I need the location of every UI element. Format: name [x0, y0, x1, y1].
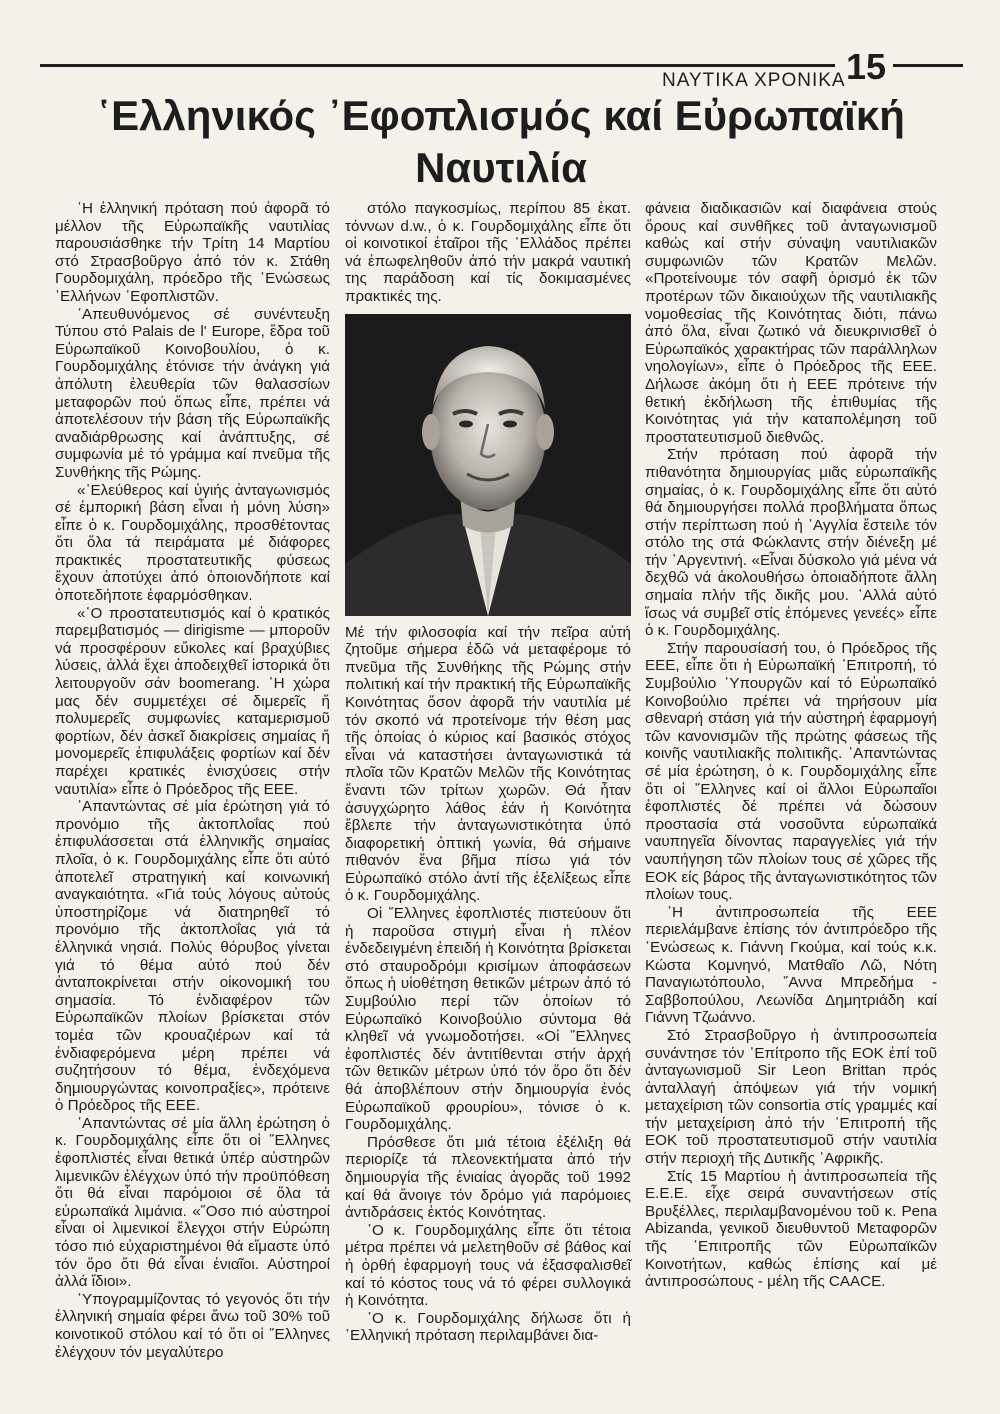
article-title-line1: ῾Ελληνικός ᾿Εφοπλισμός καί Εὐρωπαϊκή: [97, 92, 905, 139]
article-title-line2: Ναυτιλία: [415, 144, 587, 191]
portrait-illustration: [345, 314, 631, 616]
paragraph: Στήν πρόταση πού ἀφορᾶ τήν πιθανότητα δημιουργίας μιᾶς εὐρωπαϊκῆς σημαίας, ὁ κ. Γουρδομιχάλης εἶπε ὅτι αὐτό θά δημιουργήσει πολλά προβλήματα ὅπως στήν περίπτωση πού ἡ ᾿Αγγλία ἔστειλε τόν στόλο της στά Φώκλαντς στήν διένεξη μέ τήν ᾿Αργεντινή. «Εἶναι δύσκολο γιά μένα νά δεχθῶ νά ἀκολουθήσω ὁποιαδήποτε ἄλλη σημαία πλήν τῆς δικῆς μου. ᾿Αλλά αὐτό ἴσως νά συμβεῖ στίς ἑπόμενες γενεές» εἶπε ὁ κ. Γουρδομιχάλης.: [645, 446, 937, 640]
page-number: 15: [845, 46, 887, 87]
header-rule-right: [893, 64, 963, 67]
article-title: [40, 90, 962, 194]
paragraph: Στήν παρουσίασή του, ὁ Πρόεδρος τῆς ΕΕΕ, εἶπε ὅτι ἡ Εὐρωπαϊκή ᾿Επιτροπή, τό Συμβούλιο ῾Υπουργῶν καί τό Εὐρωπαϊκό Κοινοβούλιο πρέπει νά τηρήσουν μία σθεναρή στάση γιά τήν αὐστηρή ἐφαρμογή τῶν κανονισμῶν τῆς πρώτης φάσεως τῆς κοινῆς ναυτιλιακῆς πολιτικῆς. ᾿Απαντώντας σέ μία ἐρώτηση, ὁ κ. Γουρδομιχάλης εἶπε ὅτι οἱ ῞Ελληνες καί οἱ ἄλλοι Εὐρωπαῖοι ἐφοπλιστές δέ πρέπει νά δώσουν προστασία στά νοσοῦντα εὐρωπαϊκά ναυπηγεῖα δίνοντας παραγγελίες γιά τήν ναυπήγηση τῶν πλοίων τους σέ χῶρες τῆς ΕΟΚ είς βάρος τῆς ἀνταγωνιστικότητος τῶν πλοίων τους.: [645, 639, 937, 904]
paragraph: ῾Η ἀντιπροσωπεία τῆς ΕΕΕ περιελάμβανε ἐπίσης τόν ἀντιπρόεδρο τῆς ῾Ενώσεως κ. Γιάννη Γκούμα, καί τούς κ.κ. Κώστα Κομνηνό, Ματθαῖο Λῶ, Νότη Παναγιωτόπουλο, ῎Αννα Μπρεδήμα - Σαββοπούλου, Λεωνίδα Δημητριάδη καί Γιάννη Τζωάννο.: [645, 903, 937, 1027]
paragraph: φάνεια διαδικασιῶν καί διαφάνεια στούς ὅρους καί συνθῆκες τοῦ ἀνταγωνισμοῦ καθώς καί στήν σύναψη ναυτιλιακῶν συμφωνιῶν τῶν Κρατῶν Μελῶν. «Προτείνουμε τόν σαφῆ ὁρισμό ἐκ τῶν προτέρων τῶν δικαιούχων τῆς ναυτιλιακῆς νομοθεσίας τῆς Κοινότητας διότι, πάνω ἀπό ὅλα, εἶναι ζωτικό νά διευκρινισθεῖ ὁ Εὐρωπαϊκός χαρακτήρας τῶν παράλληλων νηολογίων», εἶπε ὁ Πρόεδρος τῆς ΕΕΕ. Δήλωσε ἀκόμη ὅτι ἡ ΕΕΕ πρότεινε τήν θετική ἐκδήλωση τῆς ἐπιθυμίας τῆς Κοινότητας γιά τήν καταπολέμηση τοῦ προστατευτισμοῦ διεθνῶς.: [645, 200, 937, 446]
paragraph: ᾿Απαντώντας σέ μία ἐρώτηση γιά τό προνόμιο τῆς ἀκτοπλοΐας πού ἐπιφυλάσσεται στά ἑλληνικῆς σημαίας πλοῖα, ὁ κ. Γουρδομιχάλης εἶπε ὅτι αὐτό ἀποτελεῖ στρατηγική καί κοινωνική αναγκαιότητα. «Γιά τούς λόγους αὐτούς ὑποστηρίζομε νά διατηρηθεῖ τό προνόμιο τῆς ἀκτοπλοΐας γιά τά ἑλληνικά νησιά. Πολύς θόρυβος γίνεται γιά τό θέμα αὐτό πού δέν ἀνταποκρίνεται στήν οἰκονομική του σημασία. Τό ἐνδιαφέρον τῶν Εὐρωπαϊκῶν πλοίων βρίσκεται στόν τομέα τῶν κρουαζιέρων καί τά ἐνδιαφερόμενα μέρη πρέπει νά συζητήσουν τό θέμα, ἐνδεχόμενα δημιουργώντας κοινοπραξίες», πρότεινε ὁ Πρόεδρος τῆς ΕΕΕ.: [55, 798, 330, 1115]
paragraph: ῾Η ἑλληνική πρόταση πού ἀφορᾶ τό μέλλον τῆς Εὐρωπαϊκῆς ναυτιλίας παρουσιάσθηκε τήν Τρίτη 14 Μαρτίου στό Στρασβοῦργο ἀπό τόν κ. Στάθη Γουρδομιχάλη, πρόεδρο τῆς ῾Ενώσεως ῾Ελλήνων ᾿Εφοπλιστῶν.: [55, 200, 330, 305]
paragraph: «᾿Ελεύθερος καί ὑγιής ἀνταγωνισμός σέ ἐμπορική βάση εἶναι ἡ μόνη λύση» εἶπε ὁ κ. Γουρδομιχάλης, προσθέτοντας ὅτι ὅλα τά πειράματα μέ διάφορες πρακτικές προστατευτικῆς φύσεως ἔχουν ἀποτύχει ἀπό ὁποιονδήποτε καί ὁποτεδήποτε ἐφαρμόσθηκαν.: [55, 481, 330, 605]
paragraph: ᾿Απαντώντας σέ μία ἄλλη ἐρώτηση ὁ κ. Γουρδομιχάλης εἶπε ὅτι οἱ ῞Ελληνες ἐφοπλιστές εἶναι θετικά ὑπέρ αὐστηρῶν λιμενικῶν ἐλέγχων ὑπό τήν προϋπόθεση ὅτι θά εἶναι παρόμοιοι σέ ὅλα τά εὐρωπαϊκά λιμάνια. «῞Οσο πιό αὐστηροί εἶναι οἱ λιμενικοί ἔλεγχοι στήν Εὐρώπη τόσο πιό εὐχαριστημένοι θά εἴμαστε ὑπό τόν ὅρο ὅτι θά εἶναι ἐνιαῖοι. Αὐστηροί ἀλλά ἴδιοι».: [55, 1114, 330, 1291]
paragraph: Πρόσθεσε ὅτι μιά τέτοια ἐξέλιξη θά περιορίζε τά πλεονεκτήματα ἀπό τήν δημιουργία τῆς ἐνιαίας ἀγορᾶς τοῦ 1992 καί θά ἄνοιγε τόν δρόμο γιά παρόμοιες ἀντιδράσεις ἐκτός Κοινότητας.: [345, 1133, 631, 1222]
column-3: [645, 200, 937, 1291]
paragraph: ῾Υπογραμμίζοντας τό γεγονός ὅτι τήν ἑλληνική σημαία φέρει ἄνω τοῦ 30% τοῦ κοινοτικοῦ στόλου καί τό ὅτι οἱ ῞Ελληνες ἐλέγχουν τόν μεγαλύτερο: [55, 1290, 330, 1361]
paragraph: ῾Ο κ. Γουρδομιχάλης δήλωσε ὅτι ἡ ῾Ελληνική πρόταση περιλαμβάνει δια-: [345, 1309, 631, 1345]
portrait-photo: [345, 314, 631, 616]
paragraph: Στίς 15 Μαρτίου ἡ ἀντιπροσωπεία τῆς Ε.Ε.Ε. εἶχε σειρά συναντήσεων στίς Βρυξέλλες, περιλαμβανομένου τοῦ κ. Pena Abizanda, γενικοῦ διευθυντοῦ Μεταφορῶν τῆς ᾿Επιτροπῆς τῶν Εὐρωπαϊκῶν Κοινοτήτων, καθώς ἐπίσης καί μέ ἀντιπροσώπους - μέλη τῆς CAACE.: [645, 1167, 937, 1291]
paragraph: Οἱ ῞Ελληνες ἐφοπλιστές πιστεύουν ὅτι ἡ παροῦσα στιγμή εἶναι ἡ πλέον ἐνδεδειγμένη ἐπειδή ἡ Κοινότητα βρίσκεται στό σταυροδρόμι κρισίμων ἀποφάσεων ὅπως ἡ υἱοθέτηση θετικῶν μέτρων ἀπό τό Συμβούλιο περί τῶν ὁποίων τό Εὐρωπαϊκό Κοινοβούλιο σύντομα θά κληθεῖ νά γνωμοδοτήσει. «Οἱ ῞Ελληνες ἐφοπλιστές δέν ἀντιτίθενται στήν ἀρχή τῶν θετικῶν μέτρων ὑπό τόν ὅρο ὅτι δέν θά ἀποβλέπουν στήν δημιουργία ἑνός Εὐρωπαϊκοῦ φρουρίου», τόνισε ὁ κ. Γουρδομιχάλης.: [345, 905, 631, 1134]
column-1: [55, 200, 330, 1361]
paragraph: ῾Ο κ. Γουρδομιχάλης εἶπε ὅτι τέτοια μέτρα πρέπει νά μελετηθοῦν σέ βάθος καί ἡ ὀρθή ἐφαρμογή τους νά ἐξασφαλισθεῖ καί τό κόστος τους νά τό φέρει συλλογικά ἡ Κοινότητα.: [345, 1221, 631, 1310]
paragraph: Στό Στρασβοῦργο ἡ ἀντιπροσωπεία συνάντησε τόν ᾿Επίτροπο τῆς ΕΟΚ ἐπί τοῦ ἀνταγωνισμοῦ Sir Leon Brittan πρός ἀνταλλαγή ἀπόψεων γιά τήν νομική μεταχείριση τῶν consortia στίς γραμμές καί τήν μεταχείριση ἀπό τήν ᾿Επιτροπή τῆς ΕΟΚ τοῦ προστατευτισμοῦ στήν ναυτιλία στήν περιοχή τῆς Δυτικῆς ᾿Αφρικῆς.: [645, 1026, 937, 1168]
header-rule-left: [40, 64, 835, 67]
column-2: [345, 200, 631, 1345]
paragraph: στόλο παγκοσμίως, περίπου 85 ἑκατ. τόννων d.w., ὁ κ. Γουρδομιχάλης εἶπε ὅτι οἱ κοινοτικοί ἑταῖροι τῆς ῾Ελλάδος πρέπει νά ἐπωφεληθοῦν ἀπό τήν μακρά ναυτική της παράδοση καί τίς δοκιμασμένες πρακτικές της.: [345, 200, 631, 305]
paragraph: ᾿Απευθυνόμενος σέ συνέντευξη Τύπου στό Palais de l' Europe, ἕδρα τοῦ Εὐρωπαϊκοῦ Κοινοβουλίου, ὁ κ. Γουρδομιχάλης ἐτόνισε τήν ἀνάγκη γιά ἀπόλυτη ἐλευθερία τῶν θαλασσίων μεταφορῶν πού ὅπως εἶπε, πρέπει νά ἀποτελέσουν τήν βάση τῆς Εὐρωπαϊκῆς αναδιάρθρωσης καί ἀνάπτυξης, σέ συμφωνία μέ τό γράμμα καί πνεῦμα τῆς Συνθήκης τῆς Ρώμης.: [55, 305, 330, 481]
publication-name: ΝΑΥΤΙΚΑ ΧΡΟΝΙΚΑ: [662, 70, 846, 91]
paragraph: Μέ τήν φιλοσοφία καί τήν πεῖρα αὐτή ζητοῦμε σήμερα ἐδῶ νά μεταφέρομε τό πνεῦμα τῆς Συνθήκης τῆς Ρώμης στήν πολιτική καί τήν πρακτική τῆς Εὐρωπαϊκῆς Κοινότητας ὅσον ἀφορᾶ τήν ναυτιλία μέ τόν σκοπό νά προτείνομε τήν θέση μας τῆς ὁποίας ὁ κύριος καί βασικός στόχος εἶναι νά καταστήσει ἀνταγωνιστικά τά πλοῖα τῶν Κρατῶν Μελῶν τῆς Κοινότητας ἔναντι τῶν τρίτων χωρῶν. Θά ἦταν ἀσυγχώρητο λάθος ἐάν ἡ Κοινότητα ἔβλεπε τήν ἀνταγωνιστικότητα ὑπό διαφορετική ὀπτική γωνία, θά σήμαινε πιθανόν ἕνα βῆμα πίσω γιά τόν Εὐρωπαϊκό στόλο ἀντί τῆς ἐξελίξεως εἶπε ὁ κ. Γουρδομιχάλης.: [345, 623, 631, 905]
paragraph: «῾Ο προστατευτισμός καί ὁ κρατικός παρεμβατισμός — dirigisme — μποροῦν νά προσφέρουν εὔκολες καί βραχύβιες λύσεις, ἀλλά ἔχει ἀποδειχθεῖ ἱστορικά ὅτι λειτουργοῦν σάν boomerang. ῾Η χώρα μας δέν συμμετέχει σέ διμερεῖς ἤ πολυμερεῖς συμφωνίες καταμερισμοῦ φορτίων, δέν ἀσκεῖ διακρίσεις σημαίας ἤ μονομερεῖς ἐπιφυλάξεις φορτίων καί δέν παρέχει κρατικές ἐνισχύσεις στήν ναυτιλία» εἶπε ὁ Πρόεδρος τῆς ΕΕΕ.: [55, 604, 330, 798]
